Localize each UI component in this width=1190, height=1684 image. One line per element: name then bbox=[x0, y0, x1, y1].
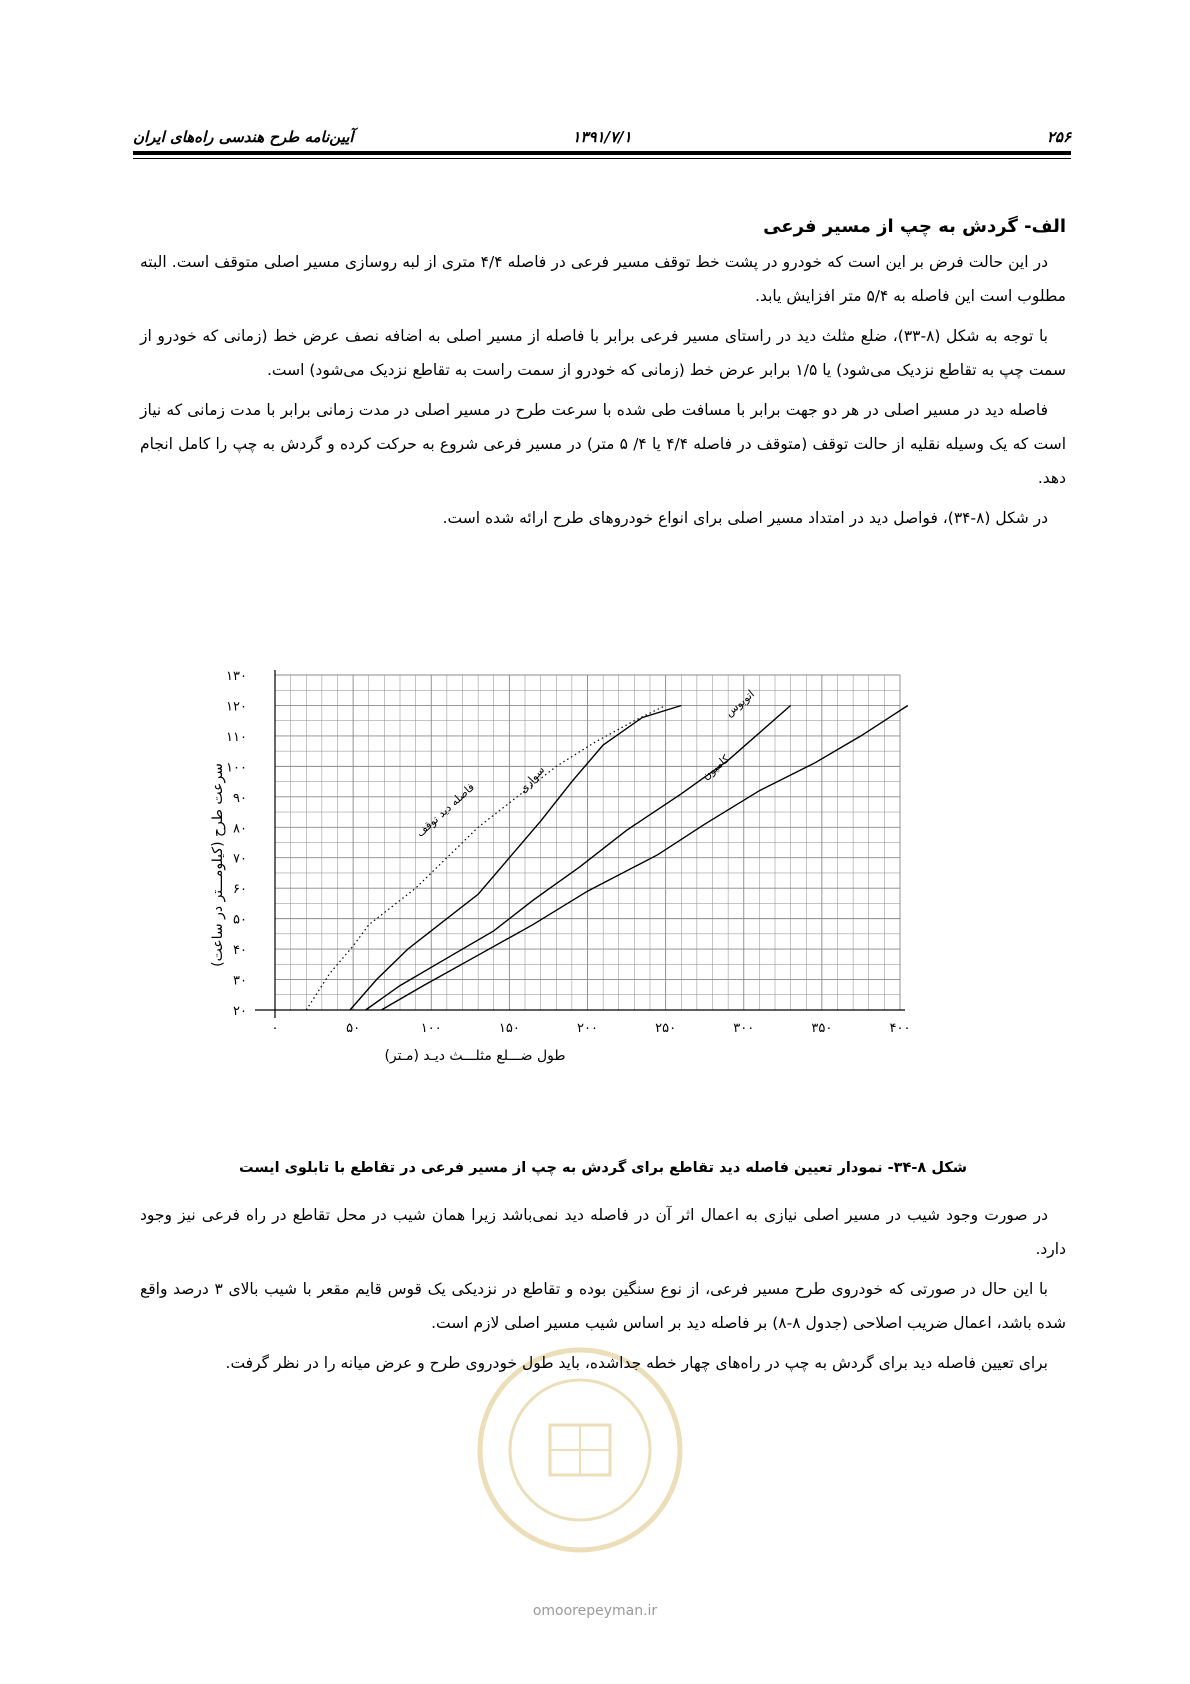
paragraph: در صورت وجود شیب در مسیر اصلی نیازی به اعمال اثر آن در فاصله دید نمی‌باشد زیرا همان شیب در محل تقاطع در راه فرعی نیز وجود دارد. bbox=[140, 1206, 1066, 1258]
sight-distance-chart bbox=[200, 660, 980, 1160]
series-label-truck: کامیون bbox=[699, 752, 732, 783]
y-tick-label: ۴۰ bbox=[233, 943, 247, 959]
bottom-text bbox=[140, 1198, 1066, 1380]
book-title: آیین‌نامه طرح هندسی راه‌های ایران bbox=[133, 128, 354, 146]
x-tick-label: ۲۰۰ bbox=[577, 1021, 598, 1036]
y-axis-label: سرعت طرح (کیلومـــتر در ساعت) bbox=[210, 763, 226, 967]
y-tick-label: ۳۰ bbox=[233, 973, 247, 989]
x-tick-label: ۴۰۰ bbox=[889, 1021, 911, 1036]
y-tick-label: ۱۲۰ bbox=[226, 699, 247, 715]
page-number: ۲۵۶ bbox=[1046, 128, 1071, 146]
x-tick-label: ۱۵۰ bbox=[498, 1021, 520, 1036]
chart-grid bbox=[255, 670, 905, 1018]
y-tick-label: ۱۰۰ bbox=[226, 760, 247, 776]
paragraph: در این حالت فرض بر این است که خودرو در پشت خط توقف مسیر فرعی در فاصله ۴/۴ متری از لبه روسازی مسیر اصلی متوقف است. البته مطلوب است این فاصله به ۵/۴ متر افزایش یابد. bbox=[140, 253, 1066, 305]
x-tick-label: ۳۰۰ bbox=[733, 1021, 755, 1036]
paragraph: در شکل (۸-۳۴)، فواصل دید در امتداد مسیر اصلی برای انواع خودروهای طرح ارائه شده است. bbox=[442, 509, 1048, 527]
paragraph: برای تعیین فاصله دید برای گردش به چپ در راه‌های چهار خطه جداشده، باید طول خودروی طرح و عرض میانه را در نظر گرفت. bbox=[225, 1354, 1048, 1372]
x-tick-label: ۵۰ bbox=[346, 1021, 361, 1036]
paragraph: با این حال در صورتی که خودروی طرح مسیر فرعی، از نوع سنگین بوده و تقاطع در نزدیکی یک قوس قایم مقعر با شیب بالای ۳ درصد واقع شده باشد، اعمال ضریب اصلاحی (جدول ۸-۸) بر فاصله دید بر اساس شیب مسیر اصلی لازم است. bbox=[140, 1280, 1066, 1332]
series-label-stopping: فاصله دید توقف bbox=[413, 780, 478, 840]
chart-ticks bbox=[226, 669, 910, 1036]
y-tick-label: ۹۰ bbox=[233, 790, 247, 806]
header-rule-thick bbox=[133, 151, 1071, 155]
y-tick-label: ۷۰ bbox=[233, 851, 247, 867]
watermark-url: omoorepeyman.ir bbox=[532, 1603, 658, 1619]
x-tick-label: ۰ bbox=[271, 1021, 279, 1036]
y-tick-label: ۶۰ bbox=[233, 882, 247, 898]
y-tick-label: ۱۳۰ bbox=[226, 669, 247, 684]
y-tick-label: ۱۱۰ bbox=[226, 729, 247, 745]
paragraph: فاصله دید در مسیر اصلی در هر دو جهت برابر با مسافت طی شده با سرعت طرح در مسیر اصلی در مدت زمانی برابر با مدت زمانی که نیاز است که یک وسیله نقلیه از حالت توقف (متوقف در فاصله ۴/۴ یا ۴/ ۵ متر) در مسیر فرعی شروع به حرکت کرده و گردش به چپ را کامل انجام دهد. bbox=[140, 401, 1067, 487]
y-tick-label: ۵۰ bbox=[233, 912, 247, 928]
x-tick-label: ۲۵۰ bbox=[655, 1021, 677, 1036]
y-tick-label: ۲۰ bbox=[233, 1004, 247, 1019]
series-label-bus: اتوبوس bbox=[722, 687, 757, 720]
figure-caption: شکل ۸-۳۴- نمودار تعیین فاصله دید تقاطع برای گردش به چپ از مسیر فرعی در تقاطع با تابلوی ایست bbox=[239, 1160, 967, 1176]
header-date: ۱۳۹۱/۷/۱ bbox=[572, 128, 632, 146]
header-rule-thin bbox=[133, 158, 1071, 159]
top-text bbox=[140, 245, 1066, 535]
chart-svg bbox=[200, 660, 980, 1160]
x-axis-label: طول ضـــلع مثلـــث دیـد (مـتر) bbox=[384, 1048, 566, 1064]
x-tick-label: ۱۰۰ bbox=[420, 1021, 442, 1036]
series-label-car: سواری bbox=[516, 763, 548, 796]
paragraph: با توجه به شکل (۸-۳۳)، ضلع مثلث دید در راستای مسیر فرعی برابر با فاصله از مسیر اصلی به اضافه نصف عرض خط (زمانی که خودرو از سمت چپ به تقاطع نزدیک می‌شود) یا ۱/۵ برابر عرض خط (زمانی که خودرو از سمت راست به تقاطع نزدیک می‌شود) است. bbox=[140, 327, 1066, 379]
section-heading: الف- گردش به چپ از مسیر فرعی bbox=[763, 216, 1066, 237]
x-tick-label: ۳۵۰ bbox=[811, 1021, 833, 1036]
y-tick-label: ۸۰ bbox=[233, 821, 247, 837]
